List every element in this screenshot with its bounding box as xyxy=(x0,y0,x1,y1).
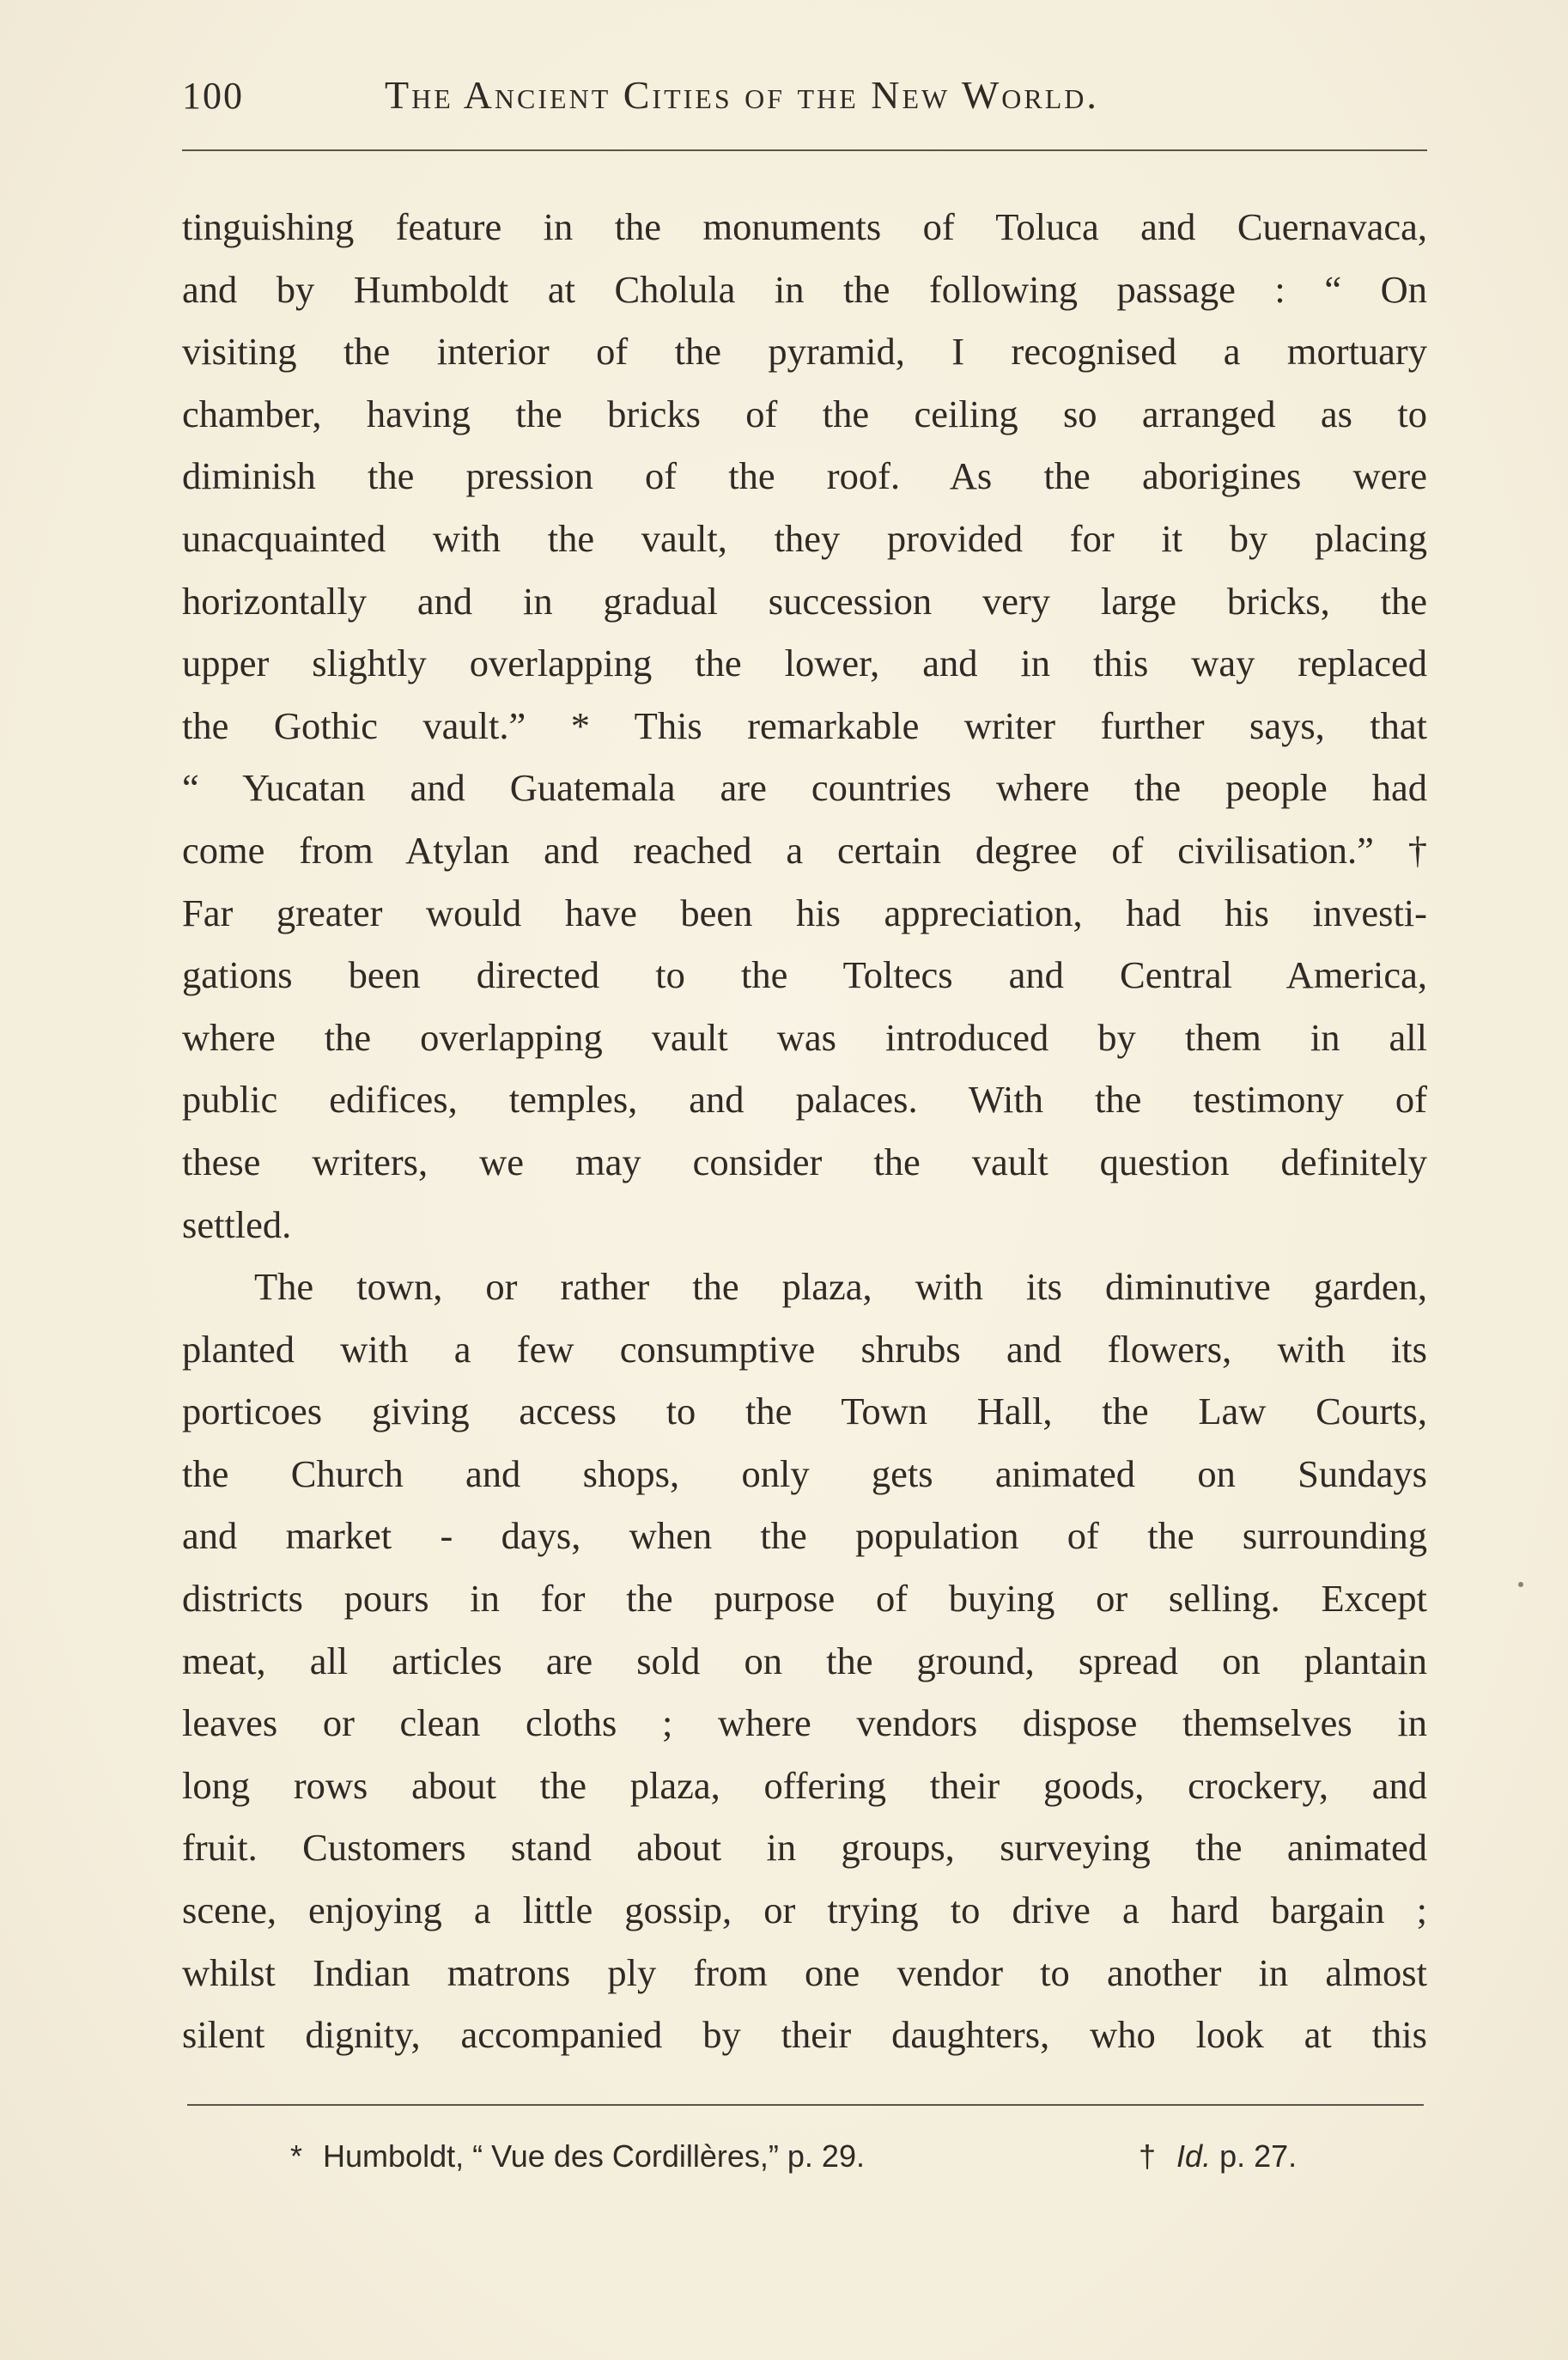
footnote-1 xyxy=(290,2138,865,2174)
text-line: scene, enjoying a little gossip, or trying to drive a hard bargain ; xyxy=(182,1889,1427,1932)
running-head: The Ancient Cities of the New World. xyxy=(385,73,1099,117)
text-line: leaves or clean cloths ; where vendors dispose themselves in xyxy=(182,1701,1427,1745)
text-line: long rows about the plaza, offering their goods, crockery, and xyxy=(182,1763,1427,1807)
text-line: unacquainted with the vault, they provided for it by placing xyxy=(182,516,1427,560)
text-line: where the overlapping vault was introduced by them in all xyxy=(182,1015,1427,1059)
page-number: 100 xyxy=(182,75,244,117)
text-line: the Gothic vault.” * This remarkable writer further says, that xyxy=(182,703,1427,747)
text-line: silent dignity, accompanied by their daughters, who look at this xyxy=(182,2013,1427,2057)
footnote-rule xyxy=(187,2104,1424,2106)
text-line: upper slightly overlapping the lower, and in this way replaced xyxy=(182,642,1427,685)
text-line: planted with a few consumptive shrubs and flowers, with its xyxy=(182,1327,1427,1371)
text-line: porticoes giving access to the Town Hall, the Law Courts, xyxy=(182,1390,1427,1433)
text-line: public edifices, temples, and palaces. With the testimony of xyxy=(182,1078,1427,1122)
text-line: whilst Indian matrons ply from one vendor to another in almost xyxy=(182,1950,1427,1994)
text-line: districts pours in for the purpose of buying or selling. Except xyxy=(182,1577,1427,1621)
footnote-2 xyxy=(1139,2138,1297,2174)
text-line: these writers, we may consider the vault question definitely xyxy=(182,1140,1427,1183)
text-line: The town, or rather the plaza, with its diminutive garden, xyxy=(254,1265,1427,1309)
text-line: meat, all articles are sold on the ground, spread on plantain xyxy=(182,1639,1427,1682)
text-line: and by Humboldt at Cholula in the following passage : “ On xyxy=(182,267,1427,311)
footnote-text: Humboldt, “ Vue des Cordillères,” p. 29. xyxy=(323,2138,865,2174)
footnote-mark: † xyxy=(1139,2138,1157,2174)
text-line: the Church and shops, only gets animated on Sundays xyxy=(182,1451,1427,1495)
page-header xyxy=(182,67,1425,127)
footnote-text: p. 27. xyxy=(1219,2138,1298,2174)
text-line: chamber, having the bricks of the ceiling so arranged as to xyxy=(182,392,1427,435)
header-rule xyxy=(182,149,1427,151)
text-line: fruit. Customers stand about in groups, surveying the animated xyxy=(182,1826,1427,1870)
text-line: tinguishing feature in the monuments of Toluca and Cuernavaca, xyxy=(182,205,1427,248)
text-line: and market - days, when the population of the surrounding xyxy=(182,1514,1427,1558)
text-line: settled. xyxy=(182,1202,292,1246)
footnote-mark: * xyxy=(290,2138,303,2174)
text-line: visiting the interior of the pyramid, I recognised a mortuary xyxy=(182,330,1427,374)
body-text xyxy=(182,196,1427,2066)
text-line: gations been directed to the Toltecs and Central America, xyxy=(182,953,1427,997)
text-line: Far greater would have been his appreciation, had his investi- xyxy=(182,891,1427,934)
footnote-ref: Id. xyxy=(1176,2138,1212,2174)
text-line: “ Yucatan and Guatemala are countries where the people had xyxy=(182,766,1427,810)
footnotes xyxy=(0,2138,1568,2190)
text-line: horizontally and in gradual succession very large bricks, the xyxy=(182,579,1427,623)
ink-speck xyxy=(1518,1582,1523,1587)
text-line: diminish the pression of the roof. As the aborigines were xyxy=(182,454,1427,498)
text-line: come from Atylan and reached a certain degree of civilisation.” † xyxy=(182,828,1427,872)
